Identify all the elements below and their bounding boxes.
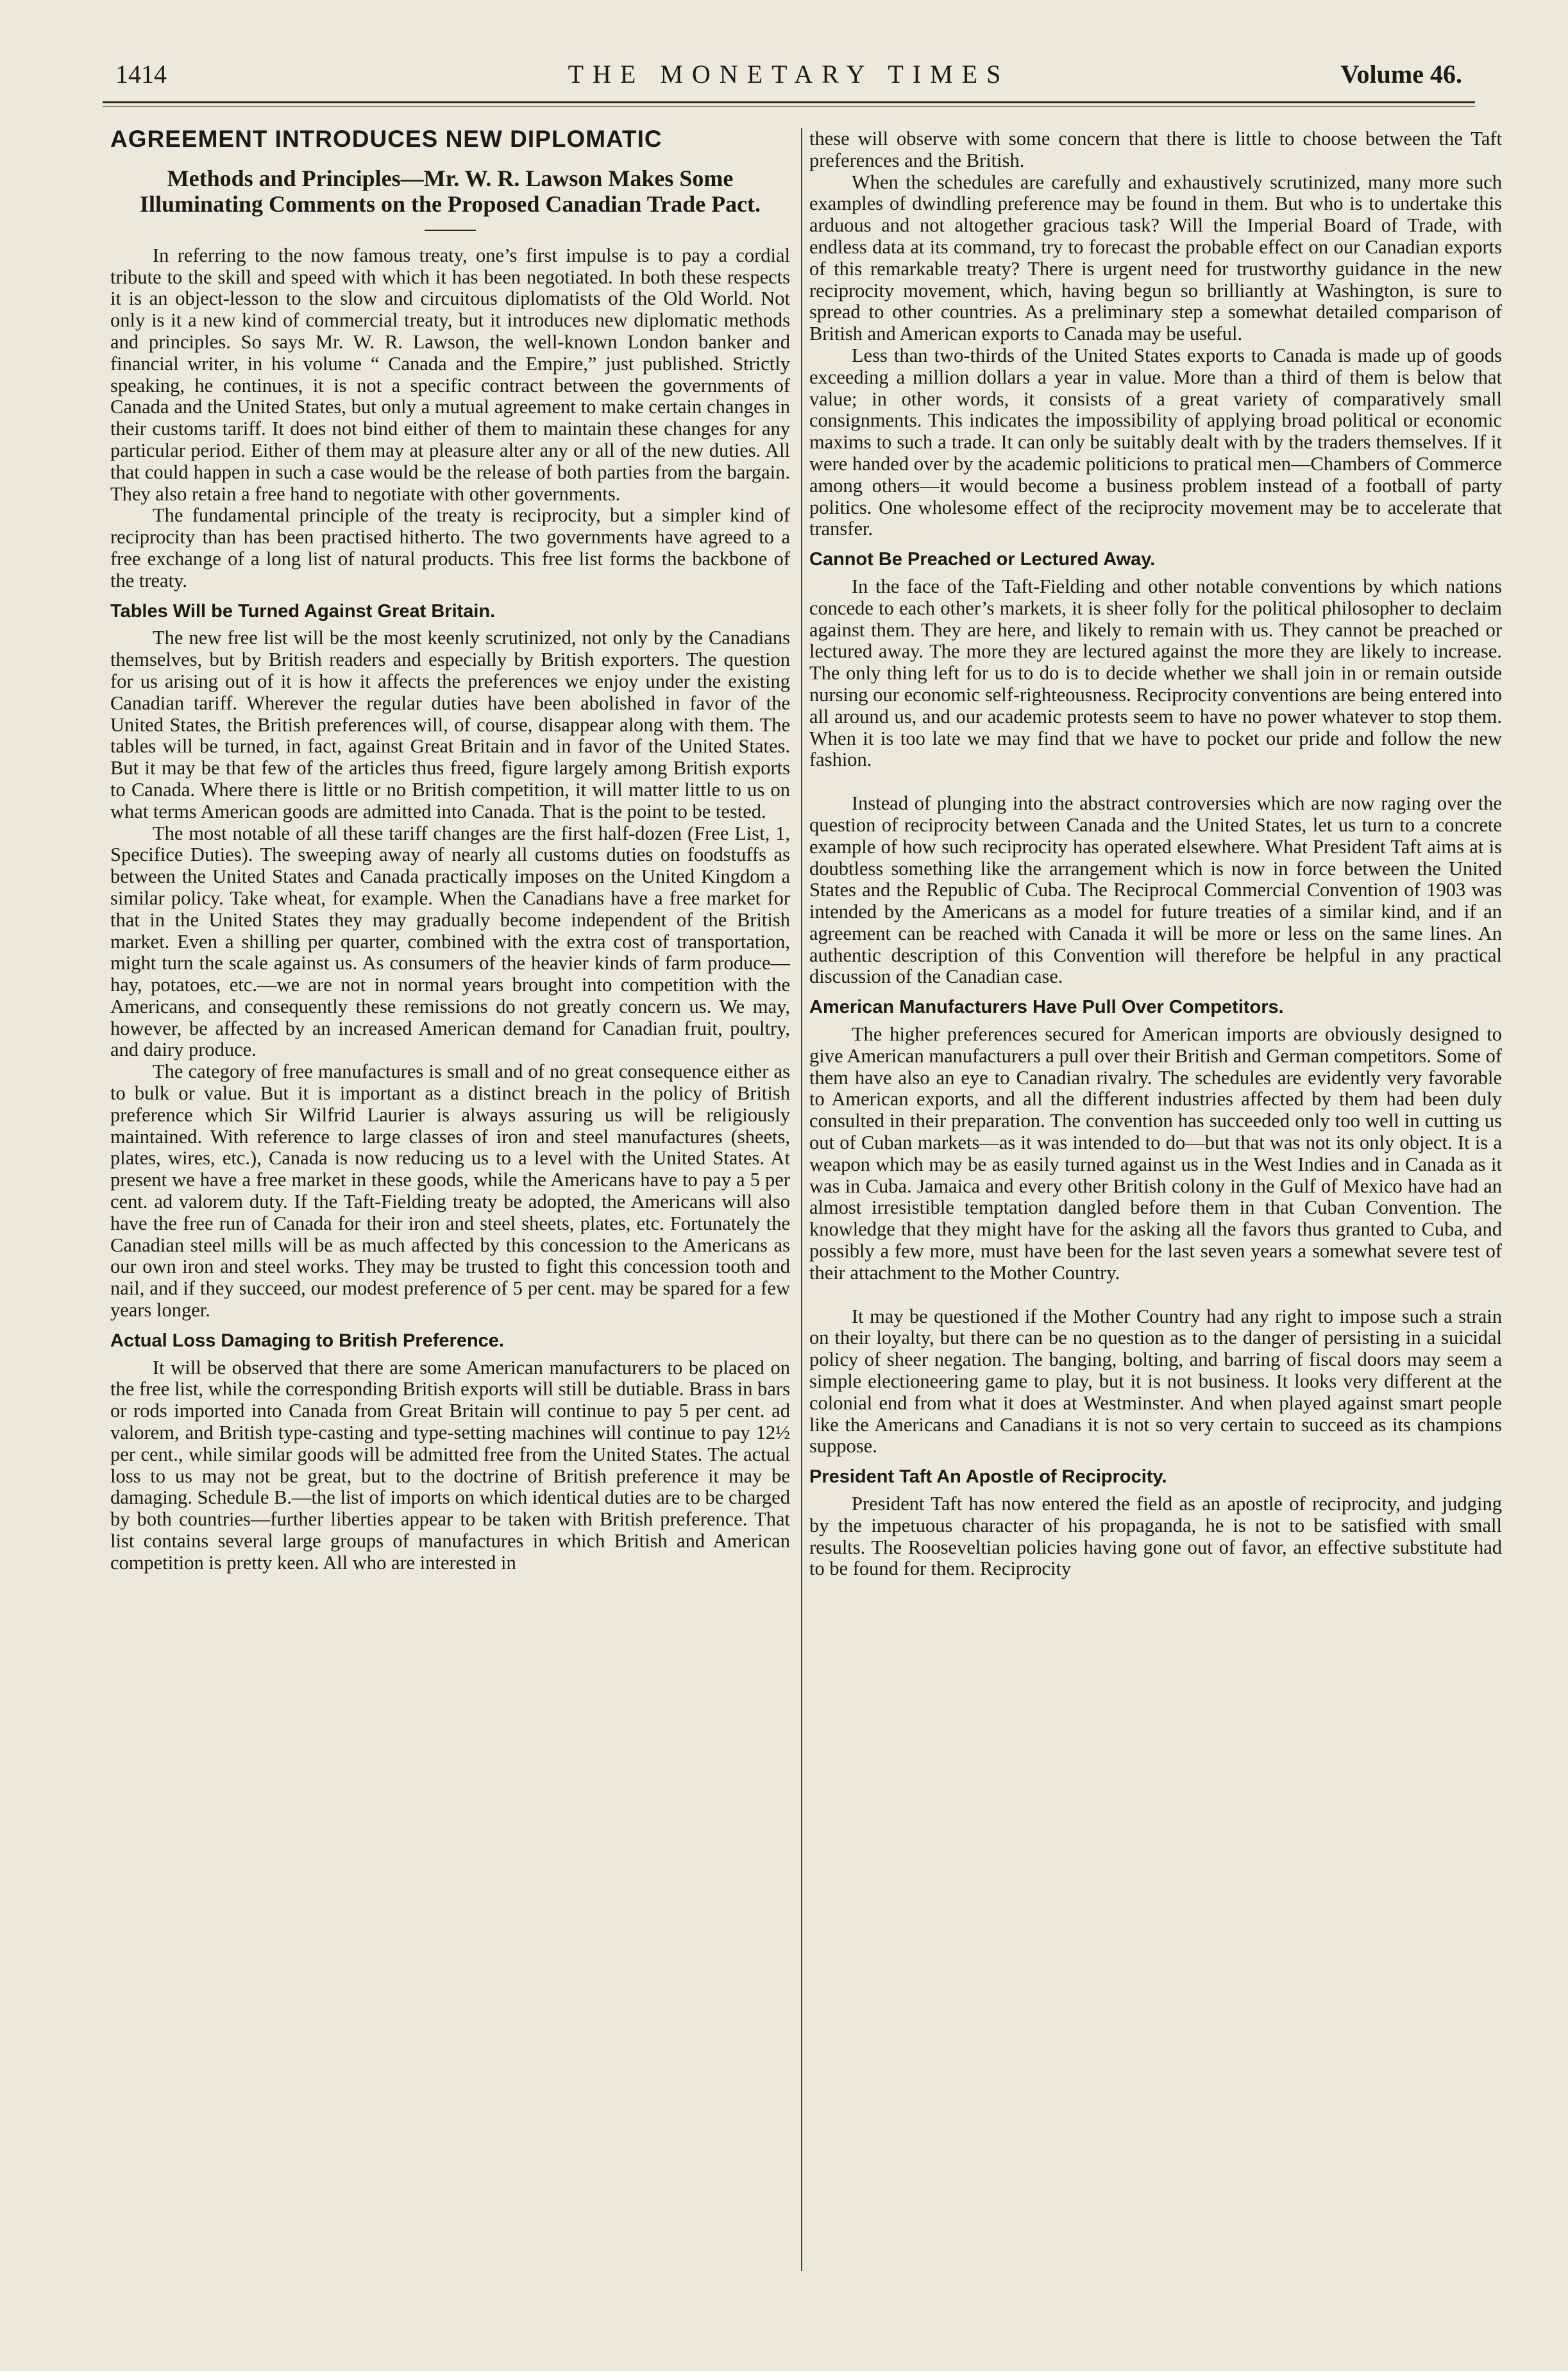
right-column xyxy=(809,128,1502,1580)
paragraph-gap xyxy=(809,771,1502,793)
body-paragraph: In referring to the now famous treaty, one’s first impulse is to pay a cordial tribute to the skill and speed with which it has been negotiated. In both these respects it is an object-lesson to the slow and circuitous diplomatists of the Old World. Not only is it a new kind of commercial treaty, but it introduces new diplomatic methods and principles. So says Mr. W. R. Lawson, the well-known London banker and financial writer, in his volume “ Canada and the Empire,” just published. Strictly speaking, he continues, it is not a specific contract between the governments of Canada and the United States, but only a mutual agreement to make certain changes in their customs tariff. It does not bind either of them to maintain these changes for any particular period. Either of them may at pleasure alter any or all of the new duties. All that could happen in such a case would be the release of both parties from the bargain. They also retain a free hand to negotiate with other governments. xyxy=(110,244,790,505)
masthead: THE MONETARY TIMES xyxy=(568,60,1010,89)
body-paragraph: It will be observed that there are some American manufacturers to be placed on the free list, while the corresponding British exports will still be dutiable. Brass in bars or rods imported into Canada from Great Britain will continue to pay 5 per cent. ad valorem, and British type-casting and type-setting machines will continue to pay 12½ per cent., while similar goods will be admitted free from the United States. The actual loss to us may not be great, but to the doctrine of British preference it may be damaging. Schedule B.—the list of imports on which identical duties are to be charged by both countries—further liberties appear to be taken with British preference. That list contains several large groups of manufactures in which British and American competition is pretty keen. All who are interested in xyxy=(110,1356,790,1574)
body-paragraph: The new free list will be the most keenly scrutinized, not only by the Canadians themselves, but by British readers and especially by British exporters. The question for us arising out of it is how it affects the preferences we enjoy under the existing Canadian tariff. Wherever the regular duties have been abolished in favor of the United States, the British preferences will, of course, disappear along with them. The tables will be turned, in fact, against Great Britain and in favor of the United States. But it may be that few of the articles thus freed, figure largely among British exports to Canada. Where there is little or no British competition, it will matter little to us on what terms American goods are admitted into Canada. That is the point to be tested. xyxy=(110,627,790,822)
header-rule-thin xyxy=(103,106,1475,107)
body-paragraph: It may be questioned if the Mother Country had any right to impose such a strain on their loyalty, but there can be no question as to the danger of persisting in a suicidal policy of sheer negation. The banging, bolting, and barring of fiscal doors may seem a simple electioneering game to play, but it is not business. It looks very different at the colonial end from what it does at Westminster. And when played against smart people like the Americans and Canadians it is not so very certain to succeed as its champions suppose. xyxy=(809,1305,1502,1457)
section-heading: American Manufacturers Have Pull Over Competitors. xyxy=(809,997,1284,1018)
article-deck: Methods and Principles—Mr. W. R. Lawson Makes Some Illuminating Comments on the Proposed Canadian Trade Pact. xyxy=(139,165,761,217)
section-heading: President Taft An Apostle of Reciprocity. xyxy=(809,1466,1167,1488)
body-paragraph: When the schedules are carefully and exhaustively scrutinized, many more such examples of dwindling preference may be found in them. But who is to undertake this arduous and not altogether gracious task? Will the Imperial Board of Trade, with endless data at its command, try to forecast the probable effect on our Canadian exports of this remarkable treaty? There is urgent need for trustworthy guidance in the new reciprocity movement, which, having begun so brilliantly at Washington, is sure to spread to other countries. As a preliminary step a somewhat detailed comparison of British and American exports to Canada may be useful. xyxy=(809,171,1502,345)
body-paragraph: The most notable of all these tariff changes are the first half-dozen (Free List, 1, Specifice Duties). The sweeping away of nearly all customs duties on foodstuffs as between the United States and Canada practically imposes on the United Kingdom a similar policy. Take wheat, for example. When the Canadians have a free market for that in the United States they may gradually become independent of the British market. Even a shilling per quarter, combined with the extra cost of transportation, might turn the scale against us. As consumers of the heavier kinds of farm produce—hay, potatoes, etc.—we are not in normal years brought into competition with the Americans, and consequently these remissions do not greatly concern us. We may, however, be affected by an increased American demand for Canadian fruit, poultry, and dairy produce. xyxy=(110,822,790,1061)
body-paragraph: Less than two-thirds of the United States exports to Canada is made up of goods exceeding a million dollars a year in value. More than a third of them is below that value; in other words, it consists of a great variety of comparatively small consignments. This indicates the impossibility of applying broad political or economic maxims to such a trade. It can only be suitably dealt with by the traders themselves. If it were handed over by the academic politicions to pratical men—Chambers of Commerce among others—it would become a business problem instead of a football of party politics. One wholesome effect of the reciprocity movement may be to accelerate that transfer. xyxy=(809,344,1502,540)
body-paragraph: The fundamental principle of the treaty is reciprocity, but a simpler kind of reciprocity than has been practised hitherto. The two governments have agreed to a free exchange of a long list of natural products. This free list forms the backbone of the treaty. xyxy=(110,504,790,591)
section-heading: Tables Will be Turned Against Great Britain. xyxy=(110,600,496,622)
section-heading: Actual Loss Damaging to British Preference. xyxy=(110,1330,504,1351)
column-divider xyxy=(801,128,802,2271)
body-paragraph: President Taft has now entered the field as an apostle of reciprocity, and judging by the impetuous character of his propaganda, he is not to be satisfied with small results. The Rooseveltian policies having gone out of favor, an effective substitute had to be found for them. Reciprocity xyxy=(809,1493,1502,1580)
paragraph-gap xyxy=(809,1284,1502,1306)
deck-rule xyxy=(425,230,476,231)
body-paragraph: In the face of the Taft-Fielding and other notable conventions by which nations concede to each other’s markets, it is sheer folly for the political philosopher to declaim against them. They are here, and likely to remain with us. They cannot be preached or lectured away. The more they are lectured against the more they are likely to increase. The only thing left for us to do is to decide whether we shall join in or remain outside nursing our economic self-righteousness. Reciprocity conventions are being entered into all around us, and our academic protests seem to have no power whatever to stop them. When it is too late we may find that we have to pocket our pride and follow the new fashion. xyxy=(809,575,1502,771)
body-paragraph: Instead of plunging into the abstract controversies which are now raging over the question of reciprocity between Canada and the United States, let us turn to a concrete example of how such reciprocity has operated elsewhere. What President Taft aims at is doubtless something like the arrangement which is now in force between the United States and the Republic of Cuba. The Reciprocal Commercial Convention of 1903 was intended by the Americans as a model for future treaties of a similar kind, and if an agreement can be reached with Canada it will be more or less on the same lines. An authentic description of this Convention will therefore be helpful in any practical discussion of the Canadian case. xyxy=(809,792,1502,988)
volume-label: Volume 46. xyxy=(1340,60,1462,89)
body-paragraph: these will observe with some concern that there is little to choose between the Taft preferences and the British. xyxy=(809,128,1502,171)
body-paragraph: The category of free manufactures is small and of no great consequence either as to bulk or value. But it is important as a distinct breach in the policy of British preference which Sir Wilfrid Laurier is always assuring us will be religiously maintained. With reference to large classes of iron and steel manufactures (sheets, plates, wires, etc.), Canada is now reducing us to a level with the United States. At present we have a free market in these goods, while the Americans have to pay a 5 per cent. ad valorem duty. If the Taft-Fielding treaty be adopted, the Americans will also have the free run of Canada for their iron and steel sheets, plates, etc. Fortunately the Canadian steel mills will be as much affected by this concession to the Americans as our own iron and steel works. They may be trusted to fight this concession tooth and nail, and if they succeed, our modest preference of 5 per cent. may be spared for a few years longer. xyxy=(110,1060,790,1321)
section-heading: Cannot Be Preached or Lectured Away. xyxy=(809,549,1156,570)
header-rule xyxy=(103,101,1475,103)
left-column xyxy=(110,128,790,1574)
body-paragraph: The higher preferences secured for American imports are obviously designed to give American manufacturers a pull over their British and German competitors. Some of them have also an eye to Canadian rivalry. The schedules are evidently very favorable to American exports, and all the different industries affected by them had been duly consulted in their preparation. The convention has succeeded only too well in cutting us out of Cuban markets—as it was intended to do—but that was not its only object. It is a weapon which may be as easily turned against us in the West Indies and in Canada as it was in Cuba. Jamaica and every other British colony in the Gulf of Mexico have had an almost irresistible temptation dangled before them in that Cuban Convention. The knowledge that they might have for the asking all the favors thus granted to Cuba, and possibly a few more, must have been for the last seven years a somewhat severe test of their attachment to the Mother Country. xyxy=(809,1023,1502,1284)
article-title: AGREEMENT INTRODUCES NEW DIPLOMATIC xyxy=(110,126,662,152)
page-number: 1414 xyxy=(115,60,167,89)
running-head xyxy=(115,59,1462,98)
